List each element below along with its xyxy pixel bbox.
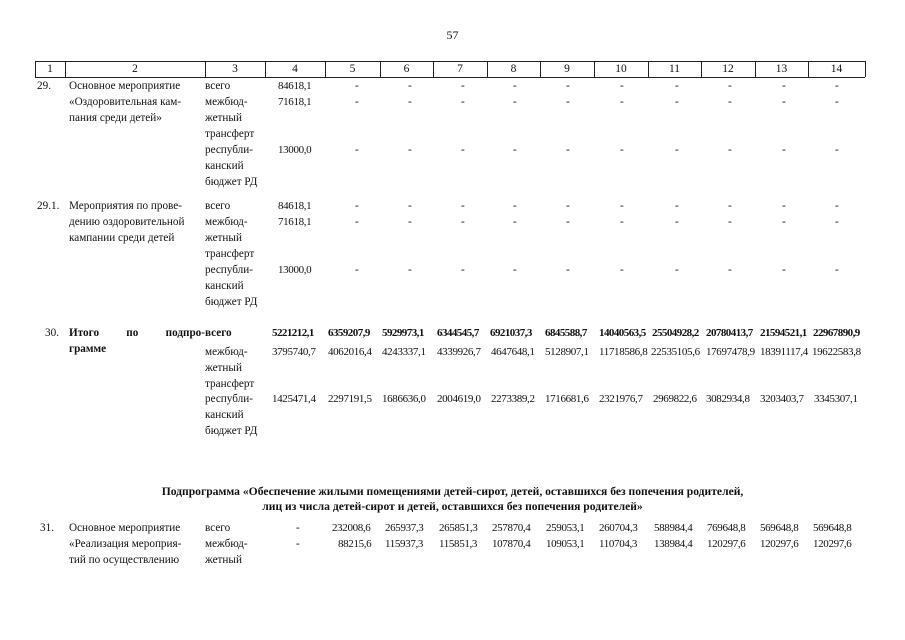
budget-value: 2969822,6 [653,393,697,405]
empty-cell-dash: - [461,144,465,156]
text-line: тий по осуществлению [69,554,180,566]
transfer-value: 71618,1 [278,96,312,108]
empty-cell-dash: - [620,200,624,212]
empty-cell-dash: - [355,216,359,228]
row-number: 31. [40,522,54,534]
text-line: Мероприятия по прове- [69,200,182,212]
transfer-value: 115851,3 [439,538,478,550]
empty-cell-dash: - [408,216,412,228]
empty-cell-dash: - [355,96,359,108]
total-value: 260704,3 [599,522,638,534]
budget-value: 3082934,8 [706,393,750,405]
header-column-number: 7 [457,63,463,75]
empty-cell-dash: - [355,80,359,92]
text-line: республи- [205,393,253,405]
empty-cell-dash: - [782,80,786,92]
transfer-value: 3795740,7 [272,346,316,358]
budget-value: 2321976,7 [599,393,643,405]
header-column-number: 14 [830,63,843,75]
text-line: трансферт [205,378,255,390]
empty-cell-dash: - [728,264,732,276]
total-value: 569648,8 [760,522,799,534]
text-line: трансферт [205,248,255,260]
budget-value: 2297191,5 [328,393,372,405]
transfer-value: 17697478,9 [706,346,755,358]
empty-cell-dash: - [620,216,624,228]
empty-cell-dash: - [566,80,570,92]
header-column-divider [540,61,541,77]
text-line: «Оздоровительная кам- [69,96,182,108]
header-column-divider [594,61,595,77]
transfer-value: 107870,4 [492,538,531,550]
text-line: дению оздоровительной [69,216,185,228]
subprogram-title-line: Подпрограмма «Обеспечение жилыми помещениями детей-сирот, детей, оставшихся без попечения родителей, [161,485,744,498]
total-value: 588984,4 [654,522,693,534]
empty-cell-dash: - [835,80,839,92]
total-value: 20780413,7 [706,327,753,339]
empty-cell-dash: - [620,144,624,156]
header-column-number: 12 [722,63,734,75]
text-line: жетный [205,362,242,374]
header-column-number: 11 [668,63,681,75]
transfer-value: 4062016,4 [328,346,372,358]
header-column-divider [755,61,756,77]
empty-cell-dash: - [513,200,517,212]
empty-cell-dash: - [408,144,412,156]
total-value: 6359207,9 [328,327,370,339]
transfer-value: 4339926,7 [437,346,481,358]
empty-cell-dash: - [728,144,732,156]
total-value: 21594521,1 [760,327,807,339]
transfer-value: 5128907,1 [545,346,589,358]
empty-cell-dash: - [355,264,359,276]
budget-value: 2004619,0 [437,393,481,405]
subprogram-title-line: лиц из числа детей-сирот и детей, оставшихся без попечения родителей» [262,500,643,513]
source-total-label: всего [205,522,231,534]
source-total-label: всего [205,327,232,339]
transfer-value: 138984,4 [654,538,693,550]
budget-value: 1425471,4 [272,393,316,405]
budget-value: 13000,0 [278,144,312,156]
text-line: республи- [205,264,253,276]
header-column-number: 1 [47,63,53,75]
header-column-number: 13 [775,63,788,75]
empty-cell-dash: - [461,264,465,276]
total-value: 25504928,2 [652,327,699,339]
total-value: 14040563,5 [599,327,646,339]
transfer-value: 88215,6 [338,538,372,550]
header-column-number: 9 [564,63,570,75]
empty-cell-dash: - [782,144,786,156]
empty-cell-dash: - [620,264,624,276]
text-line: пания среди детей» [69,112,162,124]
transfer-value: 110704,3 [599,538,638,550]
transfer-value: 11718586,8 [599,346,648,358]
total-value: 769648,8 [707,522,746,534]
source-total-label: всего [205,80,231,92]
transfer-value: 18391117,4 [760,346,808,358]
empty-cell-dash: - [782,216,786,228]
transfer-value: - [296,538,300,550]
header-column-number: 3 [232,63,238,75]
text-line: кампании среди детей [69,232,175,244]
total-value: 22967890,9 [813,327,860,339]
text-line: канский [205,280,244,292]
empty-cell-dash: - [782,200,786,212]
header-column-number: 2 [132,63,138,75]
text-line: межбюд- [205,346,248,358]
text-line: канский [205,160,244,172]
row-number: 30. [45,327,59,339]
text-line: республи- [205,144,253,156]
empty-cell-dash: - [675,96,679,108]
text-line: жетный [205,232,242,244]
empty-cell-dash: - [675,144,679,156]
text-line: межбюд- [205,96,248,108]
empty-cell-dash: - [728,216,732,228]
transfer-value: 71618,1 [278,216,312,228]
empty-cell-dash: - [728,200,732,212]
total-value: 265851,3 [439,522,478,534]
header-column-divider [65,61,66,77]
empty-cell-dash: - [835,216,839,228]
empty-cell-dash: - [355,200,359,212]
page-number: 57 [446,28,459,42]
text-line: жетный [205,554,242,566]
budget-value: 2273389,2 [491,393,535,405]
total-value: 265937,3 [385,522,424,534]
total-value: 84618,1 [278,200,312,212]
total-value: - [296,522,300,534]
budget-value: 3345307,1 [814,393,858,405]
header-column-number: 4 [292,63,298,75]
empty-cell-dash: - [513,80,517,92]
text-line: «Реализация мероприя- [69,538,182,550]
empty-cell-dash: - [566,216,570,228]
empty-cell-dash: - [675,80,679,92]
text-line: бюджет РД [205,296,258,308]
empty-cell-dash: - [513,264,517,276]
transfer-value: 120297,6 [760,538,799,550]
empty-cell-dash: - [620,96,624,108]
empty-cell-dash: - [566,264,570,276]
empty-cell-dash: - [461,96,465,108]
header-bottom-rule [35,77,865,78]
transfer-value: 120297,6 [707,538,746,550]
header-column-number: 10 [615,63,627,75]
total-value: 259053,1 [546,522,585,534]
transfer-value: 4243337,1 [382,346,426,358]
budget-value: 13000,0 [278,264,312,276]
header-column-divider [433,61,434,77]
empty-cell-dash: - [675,200,679,212]
transfer-value: 109053,1 [546,538,585,550]
empty-cell-dash: - [675,216,679,228]
transfer-value: 120297,6 [813,538,852,550]
header-top-rule [35,61,865,62]
total-value: 257870,4 [492,522,531,534]
empty-cell-dash: - [728,96,732,108]
source-total-label: всего [205,200,231,212]
total-value: 5929973,1 [382,327,424,339]
empty-cell-dash: - [728,80,732,92]
empty-cell-dash: - [513,144,517,156]
empty-cell-dash: - [566,200,570,212]
total-value: 569648,8 [813,522,852,534]
header-column-divider [701,61,702,77]
total-value: 232008,6 [332,522,371,534]
text-line: бюджет РД [205,425,258,437]
row-number: 29. [37,80,51,92]
text-line: канский [205,409,244,421]
empty-cell-dash: - [620,80,624,92]
transfer-value: 115937,3 [385,538,424,550]
header-column-number: 5 [349,63,356,75]
empty-cell-dash: - [782,264,786,276]
empty-cell-dash: - [408,200,412,212]
empty-cell-dash: - [782,96,786,108]
total-value: 6845588,7 [545,327,587,339]
budget-value: 1716681,6 [545,393,589,405]
empty-cell-dash: - [355,144,359,156]
header-column-divider [865,61,866,77]
text-line: Основное мероприятие [69,80,181,92]
total-value: 5221212,1 [272,327,314,339]
text-line: межбюд- [205,538,248,550]
header-column-divider [325,61,326,77]
empty-cell-dash: - [513,96,517,108]
empty-cell-dash: - [675,264,679,276]
header-column-divider [648,61,649,77]
budget-value: 3203403,7 [760,393,804,405]
empty-cell-dash: - [835,264,839,276]
row-name-line: Итого по подпро- [69,327,205,339]
text-line: Основное мероприятие [69,522,181,534]
empty-cell-dash: - [408,264,412,276]
header-column-divider [380,61,381,77]
total-value: 84618,1 [278,80,312,92]
empty-cell-dash: - [835,144,839,156]
empty-cell-dash: - [408,80,412,92]
header-column-divider [808,61,809,77]
empty-cell-dash: - [513,216,517,228]
empty-cell-dash: - [461,216,465,228]
header-column-number: 6 [403,63,410,75]
empty-cell-dash: - [461,200,465,212]
text-line: жетный [205,112,242,124]
text-line: межбюд- [205,216,248,228]
text-line: трансферт [205,128,255,140]
header-column-number: 8 [510,63,517,75]
transfer-value: 4647648,1 [491,346,535,358]
row-name-line: грамме [69,343,107,355]
total-value: 6921037,3 [490,327,532,339]
header-column-divider [205,61,206,77]
header-column-divider [265,61,266,77]
budget-value: 1686636,0 [382,393,426,405]
row-number: 29.1. [37,200,60,212]
header-column-divider [487,61,488,77]
empty-cell-dash: - [835,96,839,108]
transfer-value: 19622583,8 [812,346,861,358]
empty-cell-dash: - [835,200,839,212]
empty-cell-dash: - [408,96,412,108]
empty-cell-dash: - [566,144,570,156]
empty-cell-dash: - [566,96,570,108]
empty-cell-dash: - [461,80,465,92]
total-value: 6344545,7 [437,327,479,339]
transfer-value: 22535105,6 [651,346,700,358]
text-line: бюджет РД [205,176,258,188]
